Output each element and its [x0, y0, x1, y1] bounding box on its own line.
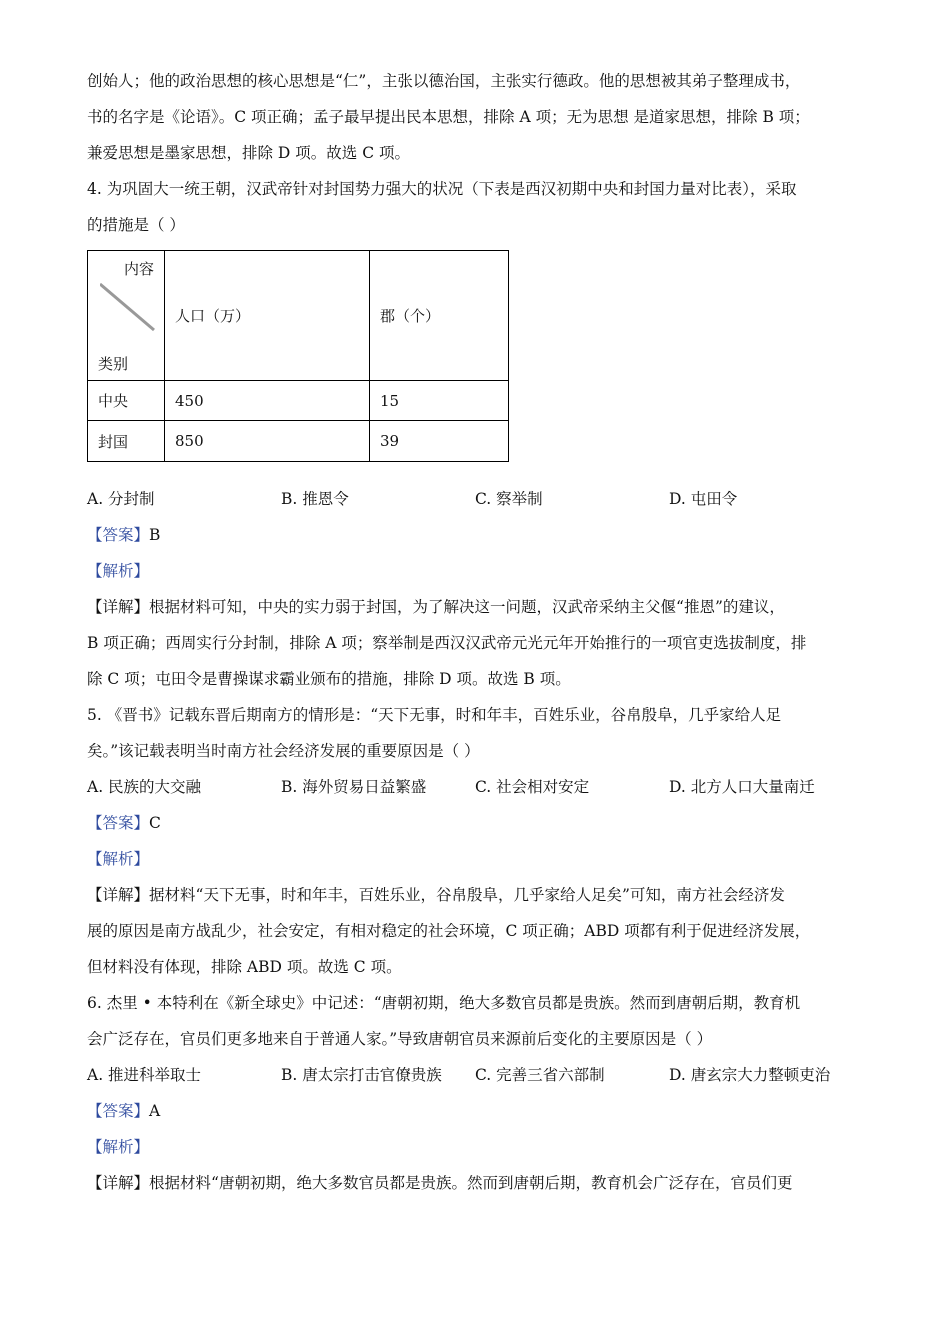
detail-tag: 【详解】 [87, 1174, 150, 1192]
option-a: A. 分封制 [87, 490, 155, 508]
analysis-tag: 【解析】 [87, 850, 150, 868]
table-cell: 中央 [88, 381, 165, 421]
detail-text: 根据材料可知，中央的实力弱于封国，为了解决这一问题，汉武帝采纳主父偃“推恩”的建议， [149, 598, 785, 616]
answer-value: A [149, 1102, 161, 1120]
table-cell: 39 [370, 421, 509, 462]
table-corner-cell [88, 251, 165, 381]
question-6 [87, 992, 867, 1208]
document-page [87, 70, 867, 1208]
detail-tag: 【详解】 [87, 598, 150, 616]
detail-line: 除 C 项；屯田令是曹操谋求霸业颁布的措施，排除 D 项。故选 B 项。 [87, 670, 571, 688]
analysis-line [87, 848, 867, 884]
answer-value: C [149, 814, 161, 832]
header-category-label: 类别 [98, 354, 129, 373]
table-header-cell: 郡（个） [370, 251, 509, 381]
analysis-line [87, 560, 867, 596]
table-cell: 15 [370, 381, 509, 421]
option-b: B. 唐太宗打击官僚贵族 [281, 1066, 442, 1084]
detail-line [87, 884, 867, 920]
table-cell: 封国 [88, 421, 165, 462]
detail-line: 但材料没有体现，排除 ABD 项。故选 C 项。 [87, 958, 402, 976]
text-line: 创始人；他的政治思想的核心思想是“仁”，主张以德治国，主张实行德政。他的思想被其弟子整理成书， [87, 72, 801, 90]
text-line: 书的名字是《论语》。C 项正确；孟子最早提出民本思想，排除 A 项；无为思想 是道家思想，排除 B 项； [87, 108, 810, 126]
option-c: C. 察举制 [475, 490, 543, 508]
question-stem: 矣。”该记载表明当时南方社会经济发展的重要原因是（ ） [87, 742, 480, 760]
option-d: D. 屯田令 [669, 490, 738, 508]
analysis-tag: 【解析】 [87, 562, 150, 580]
answer-tag: 【答案】 [87, 814, 150, 832]
answer-value: B [149, 526, 161, 544]
answer-line [87, 524, 867, 560]
detail-line [87, 1172, 867, 1208]
options-row [87, 776, 867, 812]
comparison-table [87, 250, 509, 462]
table-cell: 850 [165, 421, 370, 462]
table-row [88, 381, 509, 421]
option-c: C. 完善三省六部制 [475, 1066, 605, 1084]
answer-tag: 【答案】 [87, 526, 150, 544]
detail-tag: 【详解】 [87, 886, 150, 904]
question-5 [87, 704, 867, 992]
diagonal-line [100, 282, 156, 338]
option-b: B. 海外贸易日益繁盛 [281, 778, 427, 796]
answer-tag: 【答案】 [87, 1102, 150, 1120]
text-line: 兼爱思想是墨家思想，排除 D 项。故选 C 项。 [87, 144, 410, 162]
question-4 [87, 178, 867, 704]
question-stem: 会广泛存在，官员们更多地来自于普通人家。”导致唐朝官员来源前后变化的主要原因是（ ） [87, 1030, 713, 1048]
detail-line: B 项正确；西周实行分封制，排除 A 项；察举制是西汉汉武帝元光元年开始推行的一项官吏选拔制度，排 [87, 634, 807, 652]
table-header-cell: 人口（万） [165, 251, 370, 381]
question-stem: 5. 《晋书》记载东晋后期南方的情形是：“天下无事，时和年丰，百姓乐业，谷帛殷阜，几乎家给人足 [87, 706, 782, 724]
detail-line: 展的原因是南方战乱少，社会安定，有相对稳定的社会环境，C 项正确；ABD 项都有利于促进经济发展， [87, 922, 811, 940]
analysis-line [87, 1136, 867, 1172]
option-d: D. 唐玄宗大力整顿吏治 [669, 1066, 831, 1084]
question-stem: 6. 杰里 • 本特利在《新全球史》中记述：“唐朝初期，绝大多数官员都是贵族。然而到唐朝后期，教育机 [87, 994, 801, 1012]
detail-text: 据材料“天下无事，时和年丰，百姓乐业，谷帛殷阜，几乎家给人足矣”可知，南方社会经济发 [149, 886, 785, 904]
options-row [87, 488, 867, 524]
options-row [87, 1064, 867, 1100]
answer-line [87, 812, 867, 848]
header-content-label: 内容 [123, 259, 154, 278]
option-b: B. 推恩令 [281, 490, 349, 508]
question-stem: 的措施是（ ） [87, 216, 185, 234]
option-c: C. 社会相对安定 [475, 778, 590, 796]
question-stem: 4. 为巩固大一统王朝，汉武帝针对封国势力强大的状况（下表是西汉初期中央和封国力量对比表），采取 [87, 180, 797, 198]
detail-line [87, 596, 867, 632]
table-row [88, 421, 509, 462]
option-d: D. 北方人口大量南迁 [669, 778, 815, 796]
detail-text: 根据材料“唐朝初期，绝大多数官员都是贵族。然而到唐朝后期，教育机会广泛存在，官员们更 [149, 1174, 793, 1192]
option-a: A. 推进科举取士 [87, 1066, 202, 1084]
answer-line [87, 1100, 867, 1136]
analysis-tag: 【解析】 [87, 1138, 150, 1156]
option-a: A. 民族的大交融 [87, 778, 202, 796]
table-cell: 450 [165, 381, 370, 421]
